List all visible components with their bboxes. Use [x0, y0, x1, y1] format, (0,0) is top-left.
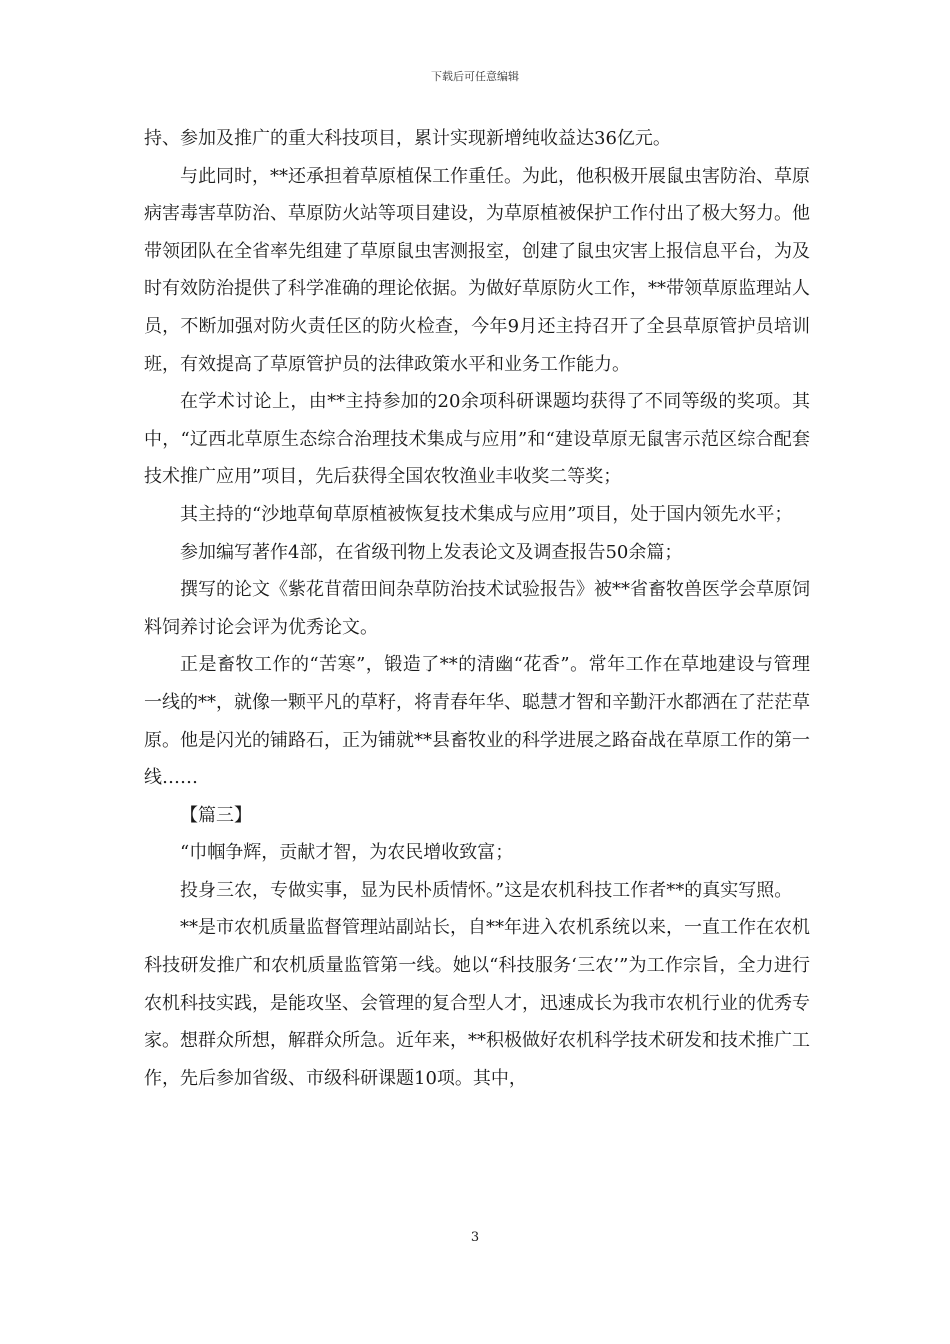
- paragraph: 参加编写著作4部，在省级刊物上发表论文及调查报告50余篇；: [180, 541, 683, 563]
- section-heading: 【篇三】: [180, 804, 252, 826]
- document-body: [144, 120, 810, 1097]
- paragraph: 投身三农，专做实事，显为民朴质情怀。”这是农机科技工作者**的真实写照。: [180, 879, 793, 901]
- paragraph: 在学术讨论上，由**主持参加的20余项科研课题均获得了不同等级的奖项。其中，“辽西北草原生态综合治理技术集成与应用”和“建设草原无鼠害示范区综合配套技术推广应用”项目，先后获得全国农牧渔业丰收奖二等奖；: [144, 391, 810, 488]
- paragraph: **是市农机质量监督管理站副站长，自**年进入农机系统以来，一直工作在农机科技研发推广和农机质量监管第一线。她以“科技服务‘三农’”为工作宗旨，全力进行农机科技实践，是能攻坚、会管理的复合型人才，迅速成长为我市农机行业的优秀专家。想群众所想，解群众所急。近年来，**积极做好农机科学技术研发和技术推广工作，先后参加省级、市级科研课题10项。其中，: [144, 917, 810, 1089]
- page-number: 3: [470, 1230, 480, 1245]
- paragraph: 撰写的论文《紫花苜蓿田间杂草防治技术试验报告》被**省畜牧兽医学会草原饲料饲养讨论会评为优秀论文。: [144, 579, 810, 638]
- paragraph: 持、参加及推广的重大科技项目，累计实现新增纯收益达36亿元。: [144, 128, 671, 149]
- paragraph: 与此同时，**还承担着草原植保工作重任。为此，他积极开展鼠虫害防治、草原病害毒害草防治、草原防火站等项目建设，为草原植被保护工作付出了极大努力。他带领团队在全省率先组建了草原鼠虫害测报室，创建了鼠虫灾害上报信息平台，为及时有效防治提供了科学准确的理论依据。为做好草原防火工作，**带领草原监理站人员，不断加强对防火责任区的防火检查，今年9月还主持召开了全县草原管护员培训班，有效提高了草原管护员的法律政策水平和业务工作能力。: [144, 165, 810, 375]
- page-header-note: 下载后可任意编辑: [431, 70, 519, 83]
- paragraph: “巾帼争辉，贡献才智，为农民增收致富；: [180, 842, 514, 864]
- paragraph: 正是畜牧工作的“苦寒”，锻造了**的清幽“花香”。常年工作在草地建设与管理一线的**，就像一颗平凡的草籽，将青春年华、聪慧才智和辛勤汗水都洒在了茫茫草原。他是闪光的铺路石，正为铺就**县畜牧业的科学进展之路奋战在草原工作的第一线……: [144, 654, 810, 789]
- paragraph: 其主持的“沙地草甸草原植被恢复技术集成与应用”项目，处于国内领先水平；: [180, 503, 793, 525]
